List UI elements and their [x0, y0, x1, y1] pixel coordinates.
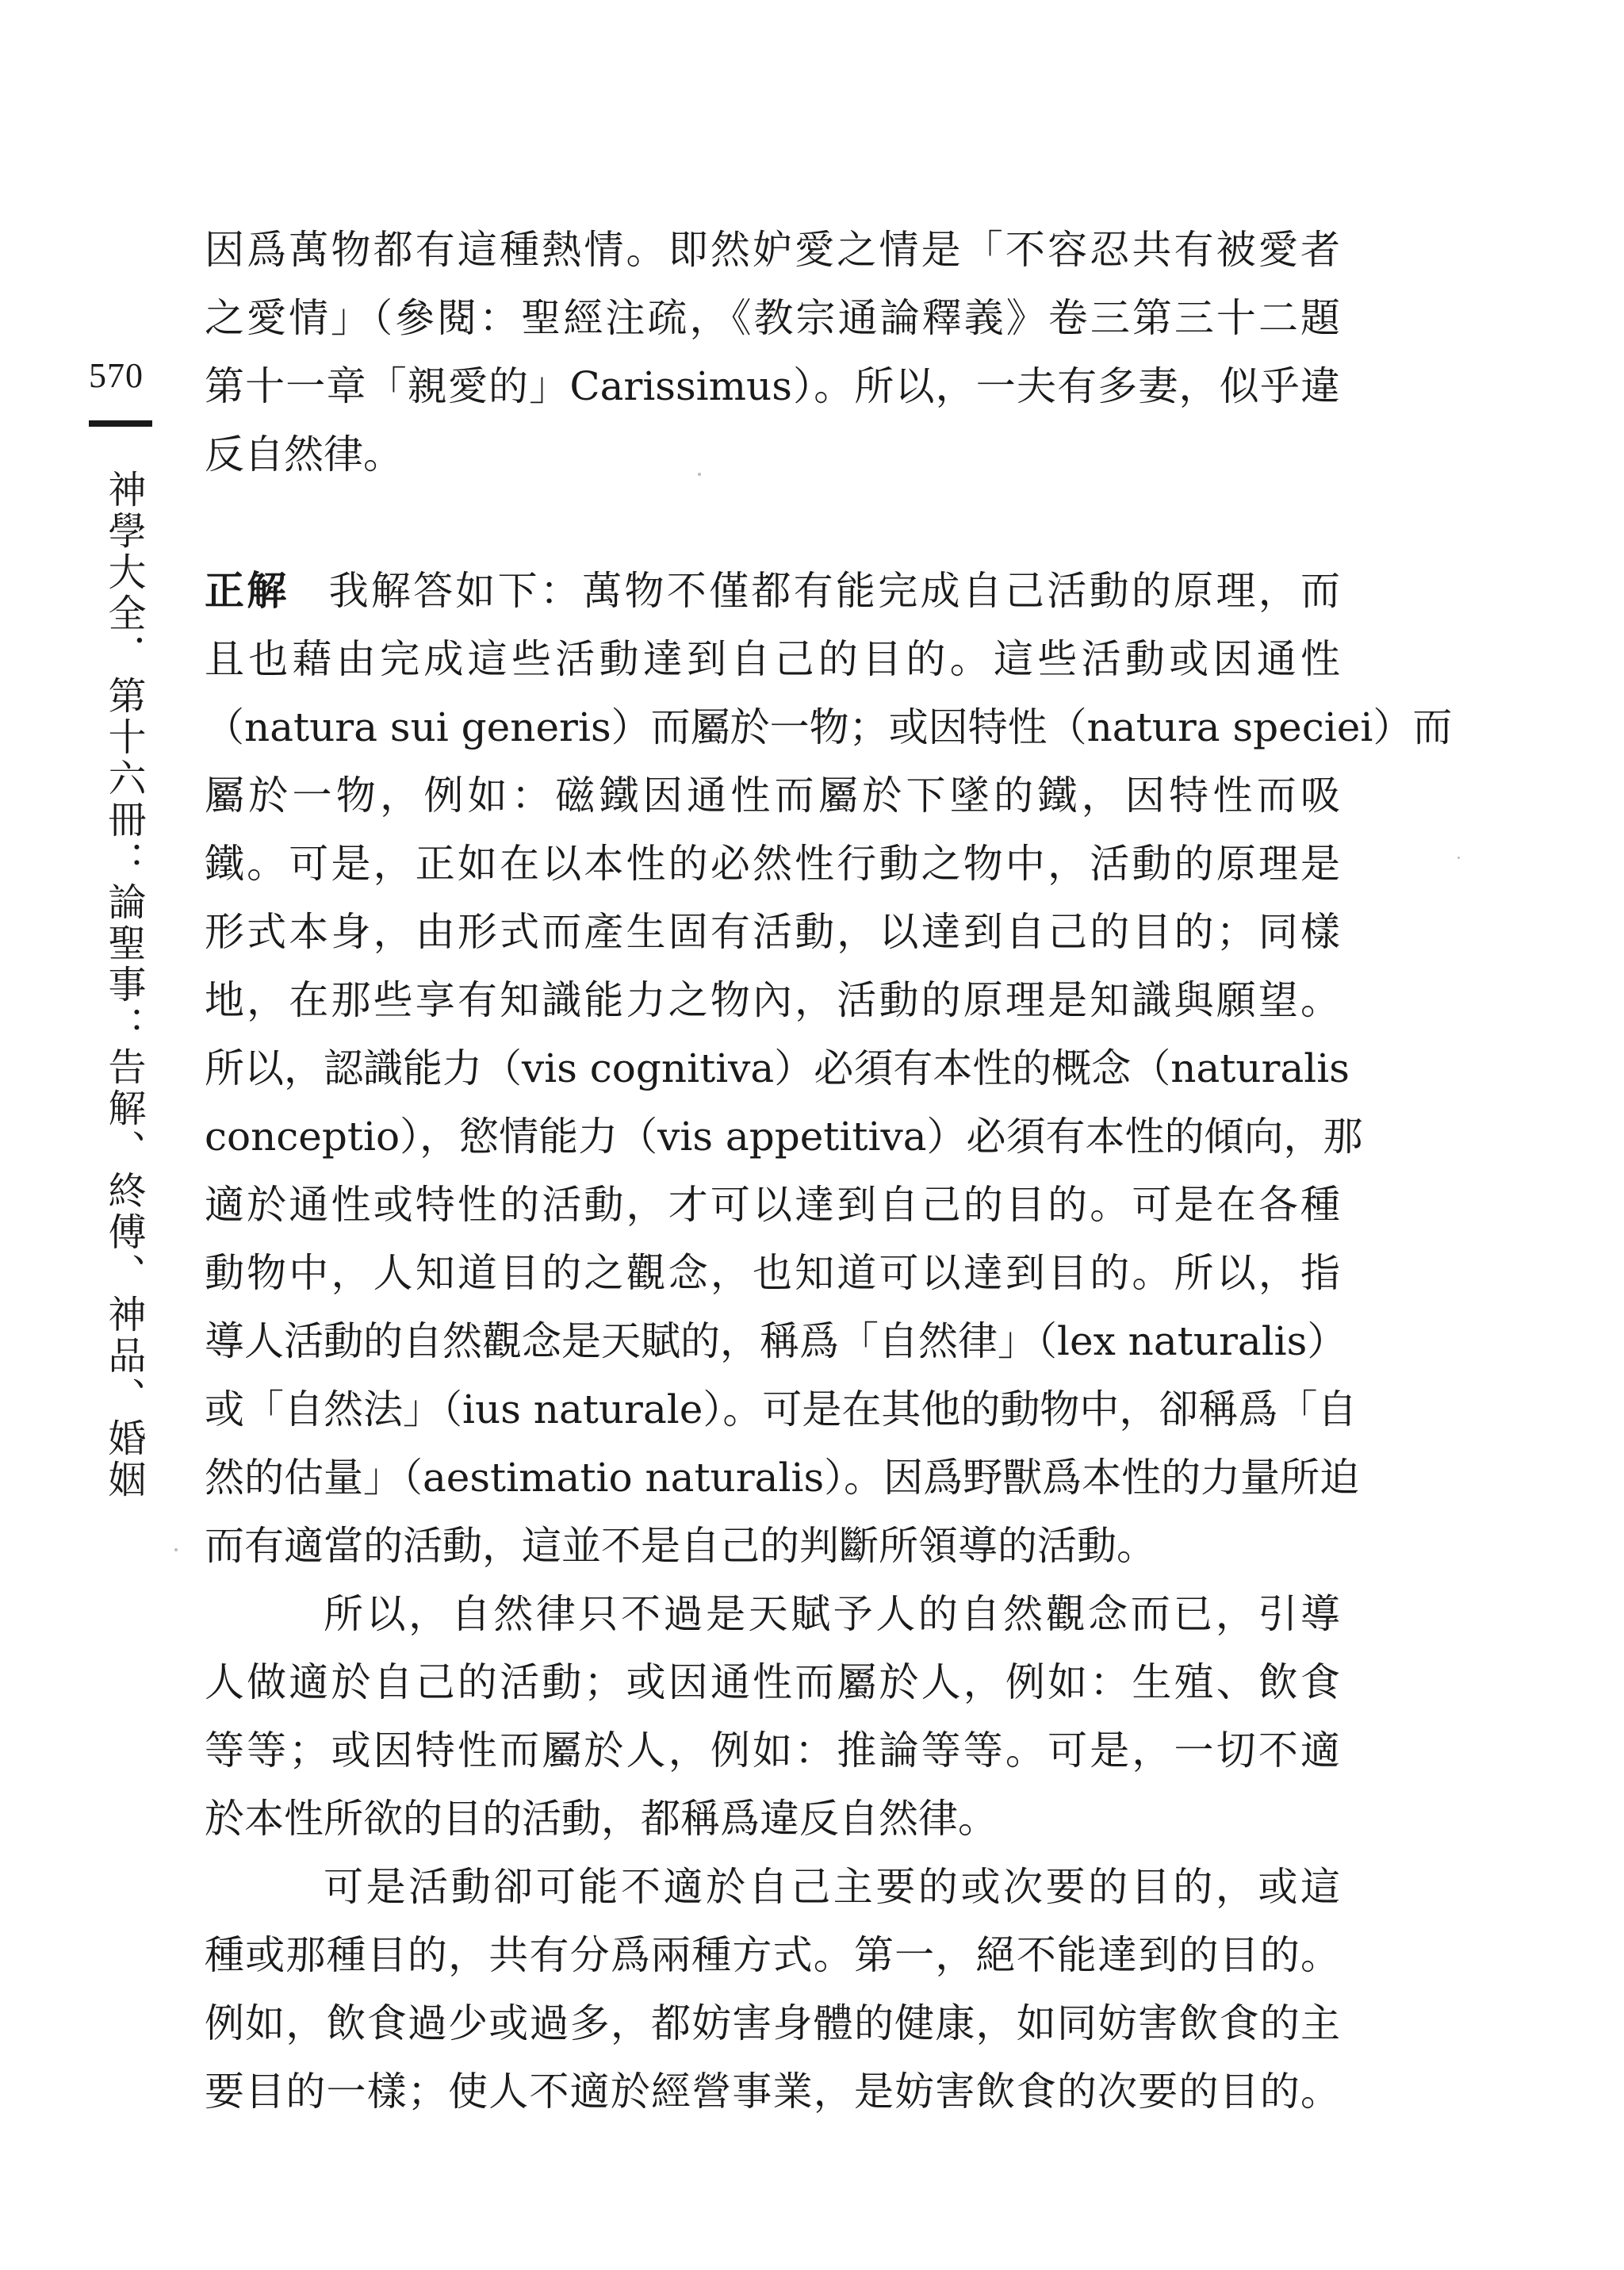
text-line: 要目的一樣；使人不適於經營事業，是妨害飲食的次要的目的。	[205, 2069, 1340, 2115]
text-line: 反自然律。	[205, 431, 403, 477]
text-line: 導人活動的自然觀念是天賦的，稱爲「自然律」（lex naturalis）	[205, 1318, 1347, 1364]
text-line: 地，在那些享有知識能力之物內，活動的原理是知識與願望。	[205, 977, 1340, 1023]
text-line: 可是活動卻可能不適於自己主要的或次要的目的，或這	[324, 1864, 1340, 1910]
answer-label: 正解	[205, 568, 289, 614]
text-line: conceptio），慾情能力（vis appetitiva）必須有本性的傾向，那	[205, 1114, 1363, 1160]
margin-rule	[89, 420, 152, 427]
text-line: 屬於一物，例如：磁鐵因通性而屬於下墜的鐵，因特性而吸	[205, 773, 1340, 819]
scan-speck	[698, 473, 701, 476]
paragraph-two-ways	[205, 1853, 1340, 2126]
text-line: 例如，飲食過少或過多，都妨害身體的健康，如同妨害飲食的主	[205, 2000, 1340, 2046]
text-line: 等等；或因特性而屬於人，例如：推論等等。可是，一切不適	[205, 1727, 1340, 1773]
text-line: 而有適當的活動，這並不是自己的判斷所領導的活動。	[205, 1523, 1156, 1569]
main-text	[205, 216, 1453, 2126]
text-line: 鐵。可是，正如在以本性的必然性行動之物中，活動的原理是	[205, 841, 1340, 887]
text-line: 人做適於自己的活動；或因通性而屬於人，例如：生殖、飲食	[205, 1659, 1340, 1705]
scan-speck	[174, 1548, 178, 1551]
text-line: 然的估量」（aestimatio naturalis）。因爲野獸爲本性的力量所迫	[205, 1455, 1360, 1501]
text-line: 且也藉由完成這些活動達到自己的目的。這些活動或因通性	[205, 636, 1340, 682]
text-line: 或「自然法」（ius naturale）。可是在其他的動物中，卻稱爲「自	[205, 1386, 1358, 1432]
text-line: 適於通性或特性的活動，才可以達到自己的目的。可是在各種	[205, 1182, 1340, 1228]
text-line: 之愛情」（參閱：聖經注疏，《教宗通論釋義》卷三第三十二題	[205, 295, 1340, 341]
text-line: 形式本身，由形式而產生固有活動，以達到自己的目的；同樣	[205, 909, 1340, 955]
text-line: 於本性所欲的目的活動，都稱爲違反自然律。	[205, 1796, 998, 1842]
text-line: 所以，認識能力（vis cognitiva）必須有本性的概念（naturalis	[205, 1045, 1350, 1091]
paragraph-objection	[205, 216, 1340, 489]
text-line-content: 我解答如下：萬物不僅都有能完成自己活動的原理，而	[328, 568, 1341, 614]
text-line	[205, 557, 1340, 625]
text-line: 種或那種目的，共有分爲兩種方式。第一，絕不能達到的目的。	[205, 1932, 1340, 1978]
running-title: 神學大全．第十六冊：論聖事：告解、終傅、神品、婚姻	[102, 470, 146, 1501]
text-line: 動物中，人知道目的之觀念，也知道可以達到目的。所以，指	[205, 1250, 1340, 1296]
scan-speck	[1457, 857, 1460, 859]
text-line: 第十一章「親愛的」Carissimus）。所以，一夫有多妻，似乎違	[205, 363, 1340, 409]
text-line: 所以，自然律只不過是天賦予人的自然觀念而已，引導	[324, 1591, 1340, 1637]
text-line: （natura sui generis）而屬於一物；或因特性（natura speciei）而	[205, 704, 1453, 750]
page-number: 570	[89, 356, 144, 395]
text-line: 因爲萬物都有這種熱情。即然妒愛之情是「不容忍共有被愛者	[205, 227, 1340, 273]
paragraph-natural-law	[205, 1580, 1340, 1853]
paragraph-answer	[205, 557, 1453, 1580]
